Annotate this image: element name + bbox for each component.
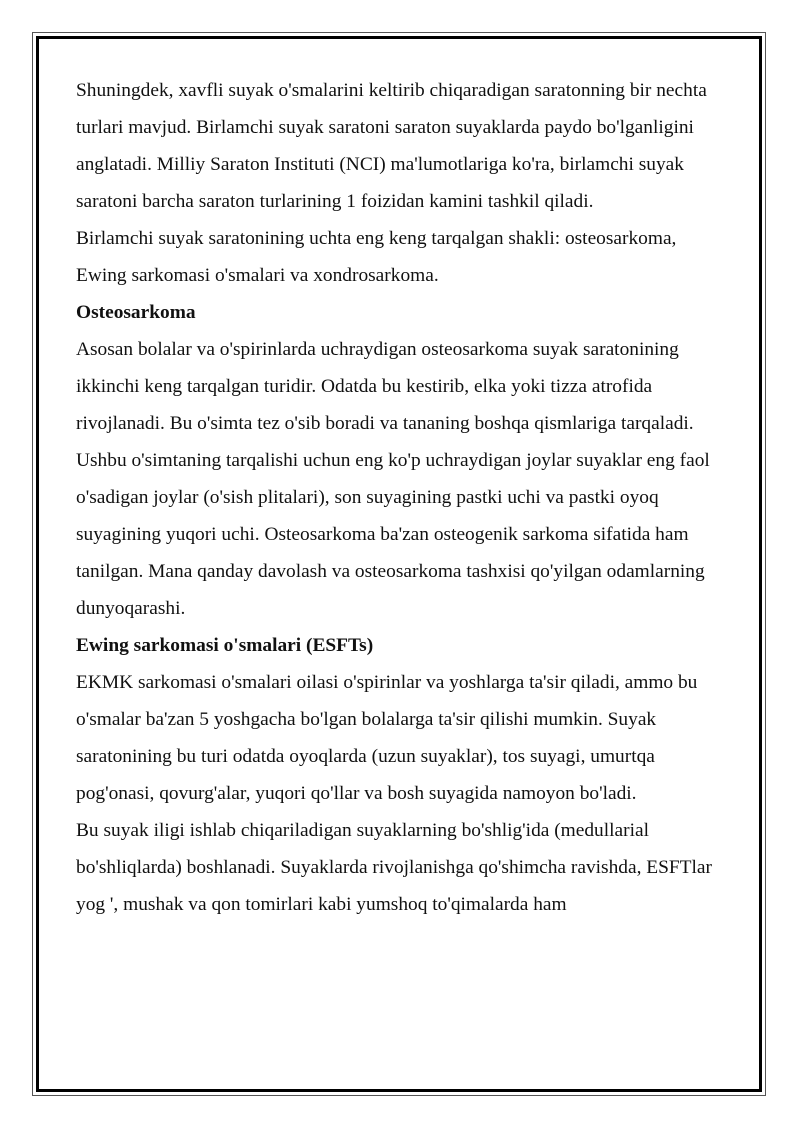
- paragraph-ewing-description: EKMK sarkomasi o'smalari oilasi o'spirinlar va yoshlarga ta'sir qiladi, ammo bu o'smalar ba'zan 5 yoshgacha bo'lgan bolalarga ta'sir qilishi mumkin. Suyak saratonining bu turi odatda oyoqlarda (uzun suyaklar), tos suyagi, umurtqa pog'onasi, qovurg'alar, yuqori qo'llar va bosh suyagida namoyon bo'ladi.: [76, 672, 698, 804]
- paragraph-intro: Shuningdek, xavfli suyak o'smalarini keltirib chiqaradigan saratonning bir nechta turlari mavjud. Birlamchi suyak saratoni saraton suyaklarda paydo bo'lganligini anglatadi. Milliy Saraton Instituti (NCI) ma'lumotlariga ko'ra, birlamchi suyak saratoni barcha saraton turlarining 1 foizidan kamini tashkil qiladi.: [76, 80, 707, 212]
- paragraph-osteosarkoma-description: Asosan bolalar va o'spirinlarda uchraydigan osteosarkoma suyak saratonining ikkinchi keng tarqalgan turidir. Odatda bu kestirib, elka yoki tizza atrofida rivojlanadi. Bu o'simta tez o'sib boradi va tananing boshqa qismlariga tarqaladi.: [76, 339, 694, 434]
- paragraph-types: Birlamchi suyak saratonining uchta eng keng tarqalgan shakli: osteosarkoma, Ewing sarkomasi o'smalari va xondrosarkoma.: [76, 228, 677, 286]
- heading-osteosarkoma: Osteosarkoma: [76, 302, 196, 323]
- document-body: [76, 72, 726, 923]
- heading-ewing-sarkomasi: Ewing sarkomasi o'smalari (ESFTs): [76, 635, 374, 656]
- paragraph-ewing-origin: Bu suyak iligi ishlab chiqariladigan suyaklarning bo'shlig'ida (medullarial bo'shliqlarda) boshlanadi. Suyaklarda rivojlanishga qo'shimcha ravishda, ESFTlar yog ', mushak va qon tomirlari kabi yumshoq to'qimalarda ham: [76, 820, 712, 915]
- paragraph-osteosarkoma-locations: Ushbu o'simtaning tarqalishi uchun eng ko'p uchraydigan joylar suyaklar eng faol o'sadigan joylar (o'sish plitalari), son suyagining pastki uchi va pastki oyoq suyagining yuqori uchi. Osteosarkoma ba'zan osteogenik sarkoma sifatida ham tanilgan. Mana qanday davolash va osteosarkoma tashxisi qo'yilgan odamlarning dunyoqarashi.: [76, 450, 710, 619]
